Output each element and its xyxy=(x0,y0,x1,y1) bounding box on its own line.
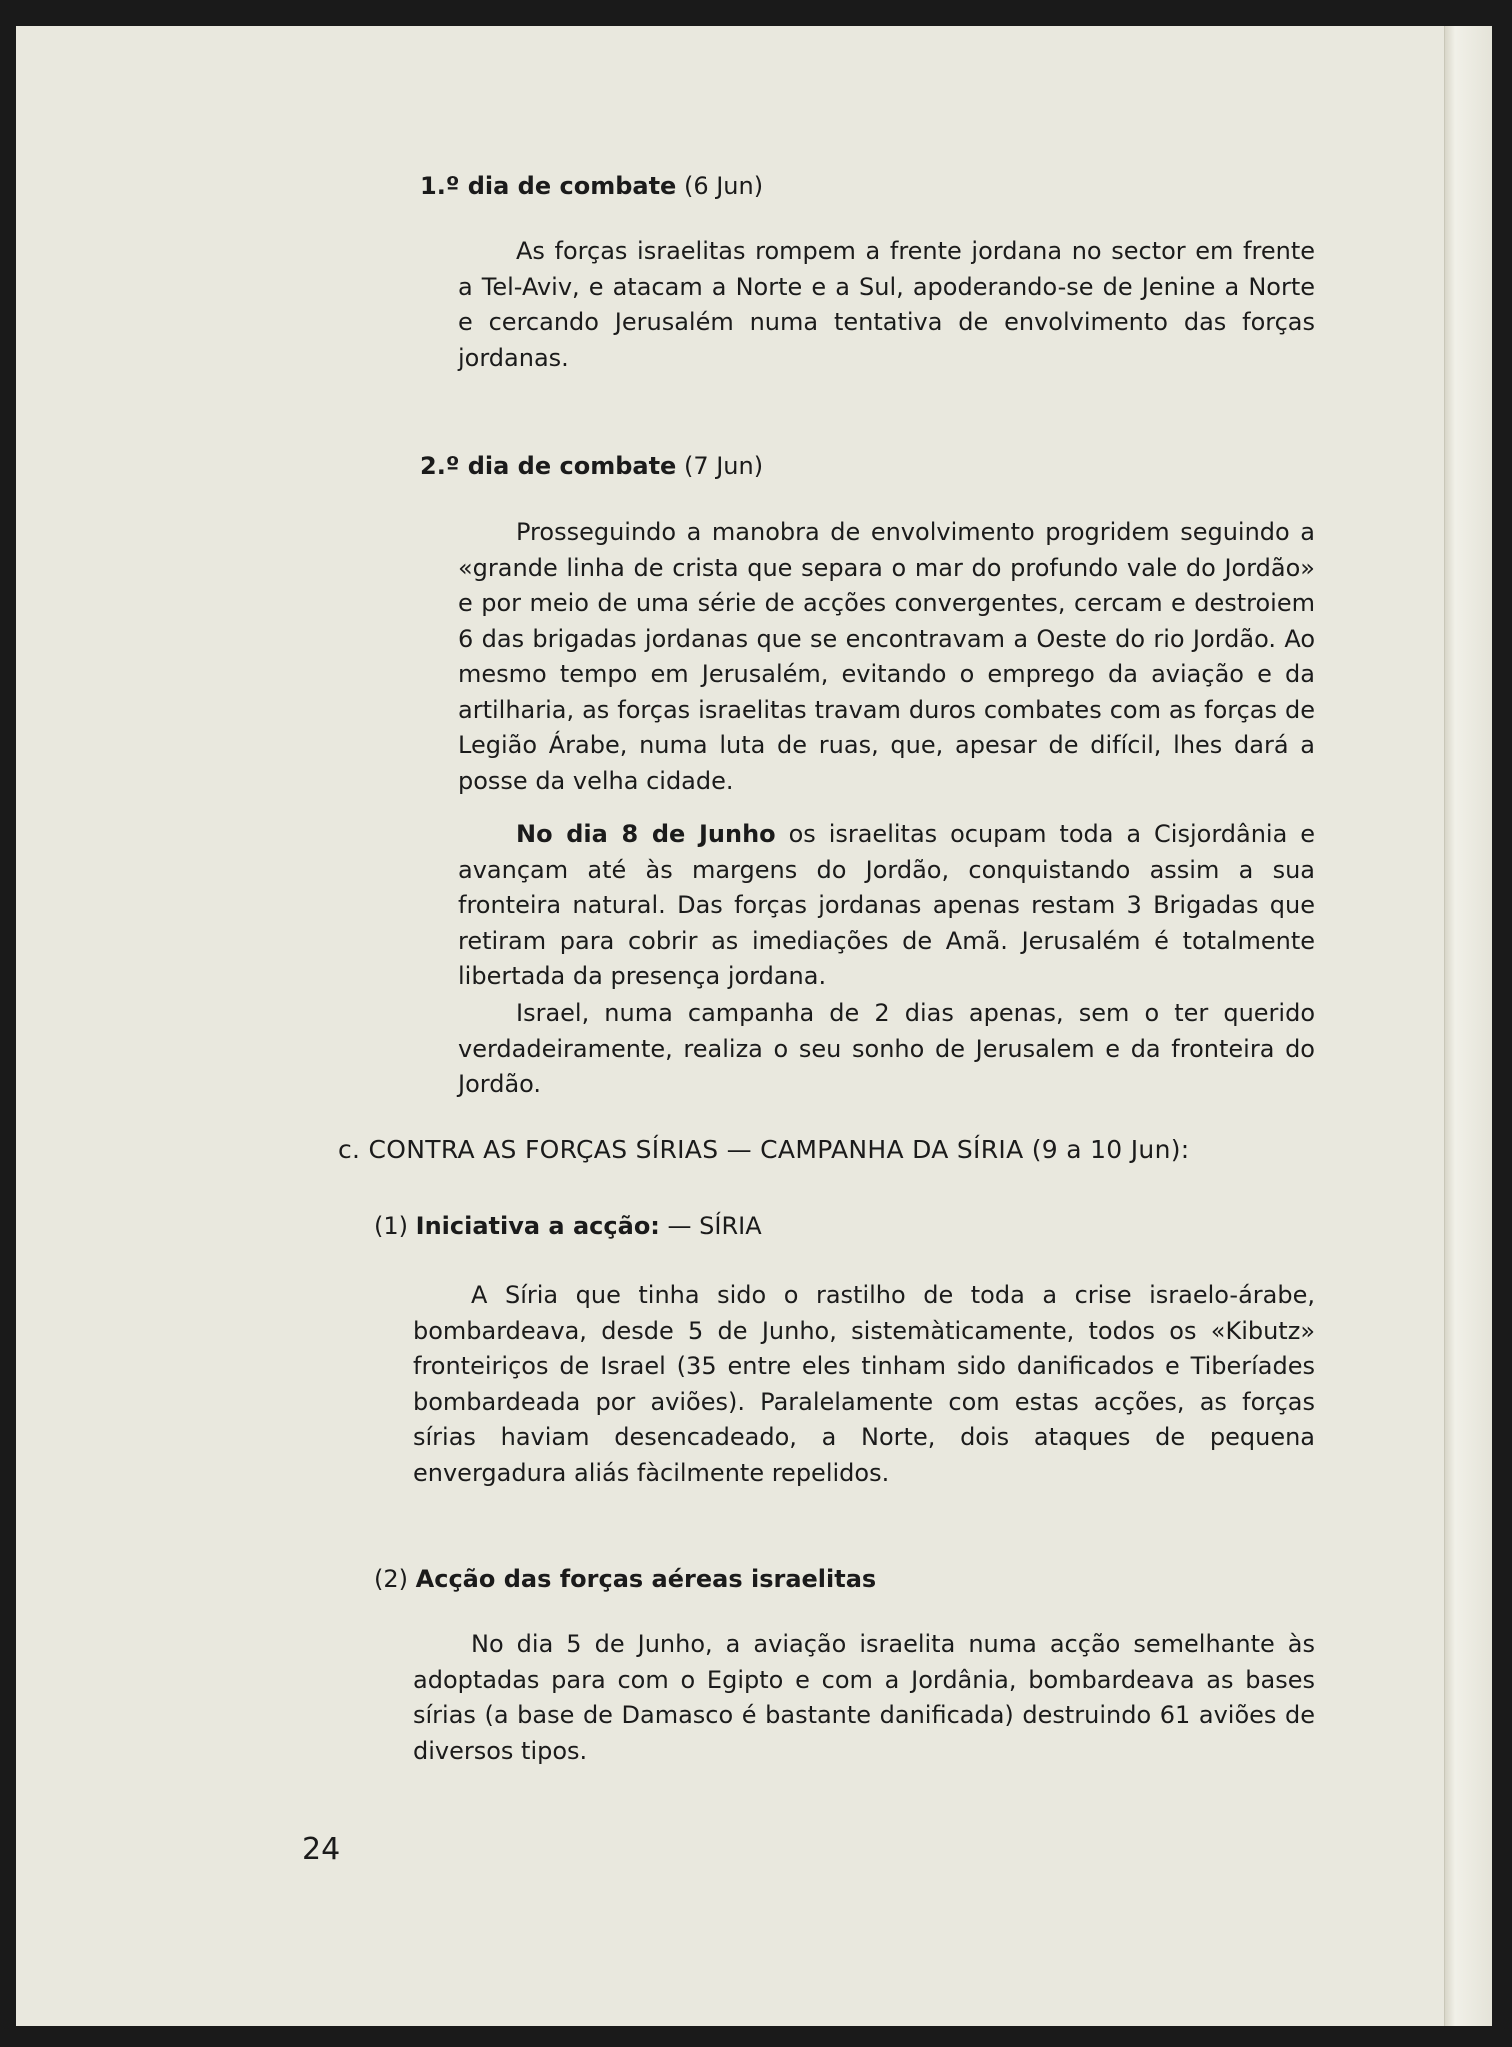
section-c-title: c. CONTRA AS FORÇAS SÍRIAS — CAMPANHA DA SÍRIA (9 a 10 Jun): xyxy=(338,1135,1190,1164)
sub1-heading-rest: — SÍRIA xyxy=(659,1212,762,1240)
day2-paragraph-3: Israel, numa campanha de 2 dias apenas, sem o ter querido verdadeiramente, realiza o seu sonho de Jerusalem e da fronteira do Jordão. xyxy=(458,999,1315,1098)
day2-paragraph-2-bold: No dia 8 de Junho xyxy=(516,820,776,848)
sub1-heading-bold: Iniciativa a acção: xyxy=(415,1212,660,1240)
sub1-paragraph: A Síria que tinha sido o rastilho de toda a crise israelo-árabe, bombardeava, desde 5 de Junho, sistemàticamente, todos os «Kibutz» fronteiriços de Israel (35 entre eles tinham sido danificados e Tiberíades bombardeada por aviões). Paralelamente com estas acções, as forças sírias haviam desencadeado, a Norte, dois ataques de pequena envergadura aliás fàcilmente repelidos. xyxy=(413,1281,1315,1487)
book-spine-shadow xyxy=(1444,26,1492,2026)
sub2-paragraph: No dia 5 de Junho, a aviação israelita numa acção semelhante às adoptadas para com o Egipto e com a Jordânia, bombardeava as bases sírias (a base de Damasco é bastante danificada) destruindo 61 aviões de diversos tipos. xyxy=(413,1630,1315,1765)
document-page xyxy=(16,26,1492,2026)
day1-heading-date: (6 Jun) xyxy=(676,172,764,200)
sub2-number: (2) xyxy=(374,1565,408,1593)
day2-paragraph-2-text: os israelitas ocupam toda a Cisjordânia e avançam até às margens do Jordão, conquistando assim a sua fronteira natural. Das forças jordanas apenas restam 3 Brigadas que retiram para cobrir as imediações de Amã. Jerusalém é totalmente libertada da presença jordana. xyxy=(458,820,1315,990)
sub1-heading xyxy=(374,1208,762,1244)
day2-paragraph-1: Prosseguindo a manobra de envolvimento progridem seguindo a «grande linha de crista que separa o mar do profundo vale do Jordão» e por meio de uma série de acções convergentes, cercam e destroiem 6 das brigadas jordanas que se encontravam a Oeste do rio Jordão. Ao mesmo tempo em Jerusalém, evitando o emprego da aviação e da artilharia, as forças israelitas travam duros combates com as forças de Legião Árabe, numa luta de ruas, que, apesar de difícil, lhes dará a posse da velha cidade. xyxy=(458,518,1315,795)
day2-paragraph-2 xyxy=(458,817,1315,995)
sub2-heading xyxy=(374,1561,876,1597)
page-number: 24 xyxy=(302,1832,341,1867)
day2-heading xyxy=(420,448,763,484)
sub1-number: (1) xyxy=(374,1212,408,1240)
day1-paragraph: As forças israelitas rompem a frente jordana no sector em frente a Tel-Aviv, e atacam a Norte e a Sul, apoderando-se de Jenine a Norte e cercando Jerusalém numa tentativa de envolvimento das forças jordanas. xyxy=(458,237,1315,372)
day2-heading-date: (7 Jun) xyxy=(676,452,764,480)
day1-heading-bold: 1.º dia de combate xyxy=(420,172,677,200)
sub2-heading-bold: Acção das forças aéreas israelitas xyxy=(415,1565,877,1593)
day2-heading-bold: 2.º dia de combate xyxy=(420,452,677,480)
day1-heading xyxy=(420,168,763,204)
